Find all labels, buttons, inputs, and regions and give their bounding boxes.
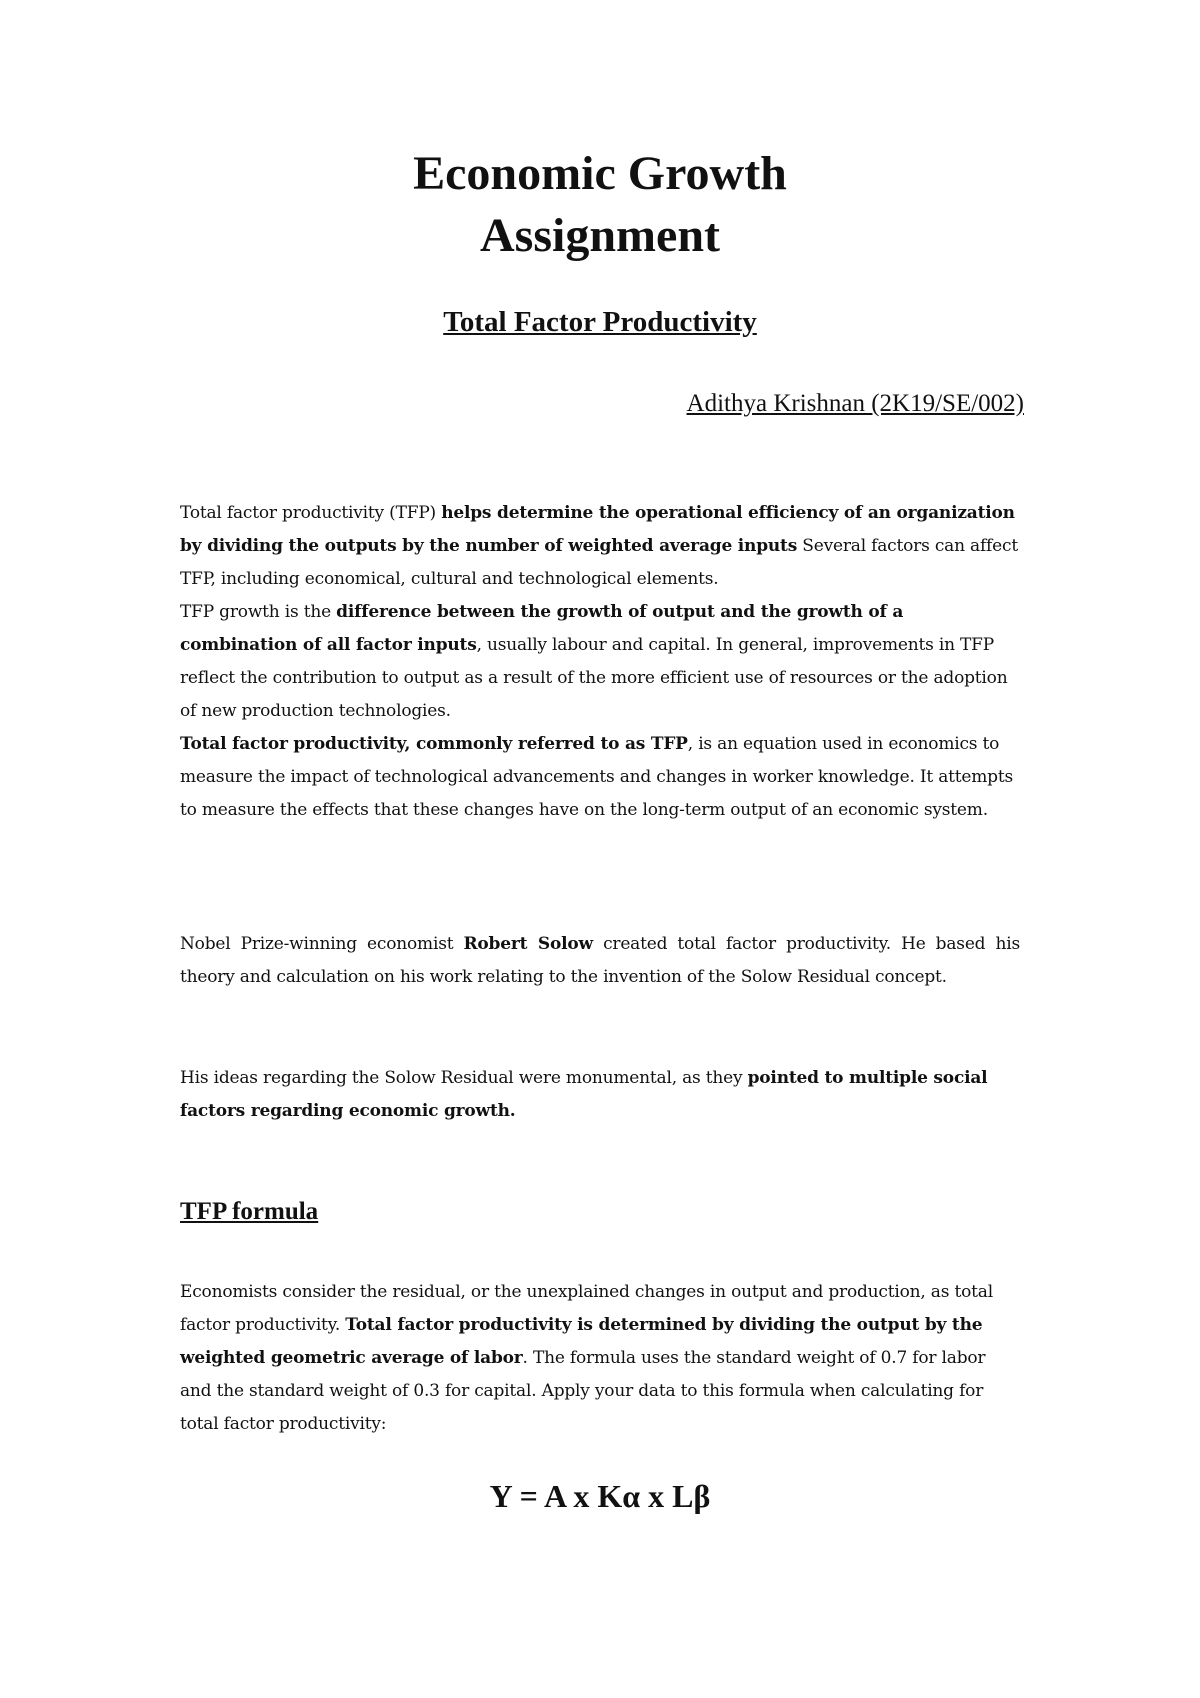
text-run: Several factors can affect TFP, including economical, cultural and technological elements. <box>180 536 1018 589</box>
tfp-formula-equation: Y = A x Kα x Lβ <box>489 1478 711 1514</box>
document-title <box>0 143 1200 267</box>
text-run: TFP growth is the <box>180 602 337 622</box>
title-line-2: Assignment <box>479 209 721 262</box>
text-run: Nobel Prize-winning economist <box>180 934 464 954</box>
document-subtitle: Total Factor Productivity <box>443 306 757 338</box>
author-line: Adithya Krishnan (2K19/SE/002) <box>686 390 1024 417</box>
text-run: , is an equation used in economics to measure the impact of technological advancements and changes in worker knowledge. It attempts to measure the effects that these changes have on the long-term output of an economic system. <box>180 734 1014 820</box>
bold-run: Total factor productivity is determined by dividing the output by the weighted geometric average of labor <box>180 1315 983 1368</box>
title-line-1: Economic Growth <box>413 147 787 200</box>
paragraph-tfp-definition <box>180 497 1020 827</box>
section-heading-tfp-formula: TFP formula <box>180 1198 319 1225</box>
bold-run: Total factor productivity, commonly referred to as TFP <box>180 734 688 754</box>
text-run: Economists consider the residual, or the unexplained changes in output and production, as total factor productivity. <box>180 1282 993 1335</box>
paragraph-solow-residual <box>180 1062 1020 1128</box>
text-run: His ideas regarding the Solow Residual were monumental, as they <box>180 1068 748 1088</box>
bold-run: Robert Solow <box>463 934 593 954</box>
text-run: . The formula uses the standard weight of 0.7 for labor and the standard weight of 0.3 for capital. Apply your data to this formula when calculating for total factor productivity: <box>180 1348 986 1434</box>
bold-run: difference between the growth of output and the growth of a combination of all factor inputs <box>180 602 904 655</box>
paragraph-tfp-formula <box>180 1276 1020 1441</box>
text-run: Total factor productivity (TFP) <box>180 503 442 523</box>
text-run: created total factor productivity. He based his theory and calculation on his work relating to the invention of the Solow Residual concept. <box>180 934 1020 987</box>
paragraph-robert-solow <box>180 928 1020 994</box>
bold-run: pointed to multiple social factors regarding economic growth. <box>180 1068 988 1121</box>
text-run: , usually labour and capital. In general, improvements in TFP reflect the contribution to output as a result of the more efficient use of resources or the adoption of new production technologies. <box>180 635 1008 721</box>
bold-run: helps determine the operational efficiency of an organization by dividing the outputs by the number of weighted average inputs <box>180 503 1015 556</box>
